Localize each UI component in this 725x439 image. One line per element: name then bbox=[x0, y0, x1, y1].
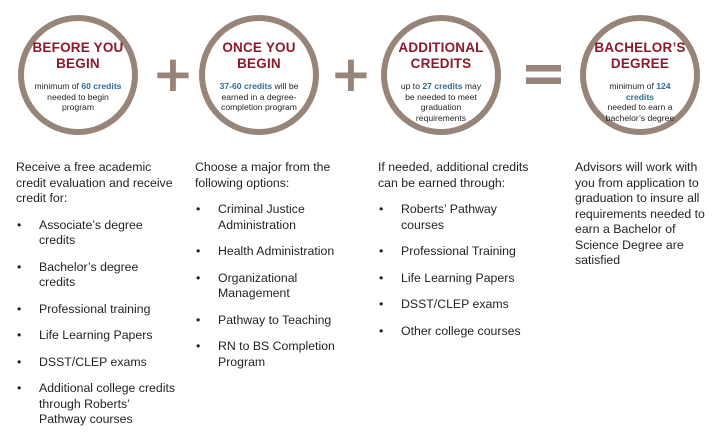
step-description bbox=[205, 81, 313, 113]
step-title-line: BEGIN bbox=[237, 56, 281, 71]
step-circle-bachelors-degree bbox=[580, 15, 700, 135]
list-item-text: Life Learning Papers bbox=[39, 328, 153, 342]
credit-highlight: 27 credits bbox=[422, 81, 463, 91]
list-item bbox=[16, 355, 176, 371]
list-item bbox=[16, 381, 176, 428]
bullet-icon: • bbox=[379, 323, 384, 338]
list-item bbox=[195, 202, 345, 233]
desc-text: up to bbox=[400, 81, 423, 91]
column-intro: Advisors will work with you from application to graduation to insure all requirements needed to earn a Bachelor of Science Degree are satisfied bbox=[575, 160, 705, 267]
bullet-icon: • bbox=[196, 202, 201, 216]
list-item bbox=[16, 218, 176, 249]
desc-text: will be earned in a degree-completion program bbox=[221, 81, 299, 112]
list-item bbox=[16, 260, 176, 291]
bullet-icon: • bbox=[379, 202, 384, 216]
credit-sources-list bbox=[16, 218, 176, 428]
list-item-text: Pathway to Teaching bbox=[218, 312, 332, 327]
column-intro: Receive a free academic credit evaluation and receive credit for: bbox=[16, 160, 173, 205]
list-item bbox=[378, 244, 533, 260]
column-before-you-begin bbox=[16, 160, 176, 439]
bullet-icon: • bbox=[196, 312, 201, 327]
bullet-icon: • bbox=[196, 244, 201, 258]
bullet-icon: • bbox=[17, 328, 22, 342]
step-title-line: BEFORE YOU bbox=[32, 40, 124, 55]
list-item-text: Professional training bbox=[39, 301, 151, 316]
list-item bbox=[195, 271, 345, 302]
list-item-text: RN to BS Completion Program bbox=[218, 339, 335, 369]
list-item bbox=[16, 302, 176, 318]
bullet-icon: • bbox=[379, 244, 384, 258]
desc-text: may be needed to meet graduation requirements bbox=[405, 81, 482, 123]
step-description bbox=[586, 81, 694, 123]
list-item bbox=[378, 271, 533, 287]
step-title-line: BACHELOR’S bbox=[594, 40, 686, 55]
list-item bbox=[195, 313, 345, 329]
step-description bbox=[24, 81, 132, 113]
list-item-text: Other college courses bbox=[401, 323, 521, 338]
list-item-text: Criminal Justice Administration bbox=[218, 202, 305, 232]
step-circle-before-you-begin bbox=[18, 15, 138, 135]
desc-text: needed to earn a bachelor’s degree bbox=[605, 102, 675, 123]
additional-credit-options-list bbox=[378, 202, 533, 339]
bullet-icon: • bbox=[379, 270, 384, 285]
desc-text: minimum of bbox=[34, 81, 82, 91]
list-item bbox=[195, 339, 345, 370]
list-item-text: Life Learning Papers bbox=[401, 270, 515, 285]
step-title-line: ADDITIONAL bbox=[398, 40, 484, 55]
bullet-icon: • bbox=[17, 381, 22, 395]
step-title bbox=[222, 40, 295, 72]
step-title-line: BEGIN bbox=[56, 56, 100, 71]
bullet-icon: • bbox=[17, 259, 22, 274]
step-title-line: ONCE YOU bbox=[222, 40, 296, 55]
list-item-text: Associate’s degree credits bbox=[39, 217, 143, 247]
bullet-icon: • bbox=[196, 339, 201, 353]
step-title bbox=[398, 40, 483, 72]
step-circle-once-you-begin bbox=[199, 15, 319, 135]
column-once-you-begin bbox=[195, 160, 345, 381]
step-circle-additional-credits bbox=[381, 15, 501, 135]
list-item bbox=[378, 202, 533, 233]
plus-operator: + bbox=[330, 45, 372, 103]
list-item-text: DSST/CLEP exams bbox=[401, 297, 509, 311]
credit-highlight: 124 credits bbox=[625, 81, 671, 102]
column-intro: Choose a major from the following options: bbox=[195, 160, 331, 190]
list-item bbox=[16, 328, 176, 344]
bullet-icon: • bbox=[379, 297, 384, 311]
step-title bbox=[32, 40, 123, 72]
bullet-icon: • bbox=[17, 301, 22, 316]
list-item-text: Roberts’ Pathway courses bbox=[401, 202, 497, 232]
bullet-icon: • bbox=[17, 354, 22, 369]
column-bachelors-degree bbox=[575, 160, 717, 280]
credit-highlight: 37-60 credits bbox=[219, 81, 273, 91]
credit-highlight: 60 credits bbox=[81, 81, 122, 91]
bullet-icon: • bbox=[196, 270, 201, 285]
equals-operator: = bbox=[520, 41, 567, 106]
column-additional-credits bbox=[378, 160, 533, 350]
desc-text: minimum of bbox=[609, 81, 657, 91]
majors-list bbox=[195, 202, 345, 370]
list-item-text: Bachelor’s degree credits bbox=[39, 259, 139, 289]
list-item bbox=[378, 324, 533, 340]
list-item bbox=[195, 244, 345, 260]
plus-operator: + bbox=[152, 45, 194, 103]
list-item-text: DSST/CLEP exams bbox=[39, 354, 147, 369]
desc-text: needed to begin program bbox=[47, 91, 109, 112]
list-item-text: Additional college credits through Roberts’ Pathway courses bbox=[39, 381, 176, 426]
step-title bbox=[594, 40, 685, 72]
column-intro: If needed, additional credits can be earned through: bbox=[378, 160, 529, 190]
bullet-icon: • bbox=[17, 217, 22, 232]
list-item-text: Professional Training bbox=[401, 244, 516, 258]
list-item-text: Health Administration bbox=[218, 244, 335, 258]
step-description bbox=[387, 81, 495, 123]
list-item bbox=[378, 297, 533, 313]
list-item-text: Organizational Management bbox=[218, 270, 298, 300]
step-title-line: DEGREE bbox=[610, 56, 670, 71]
step-title-line: CREDITS bbox=[410, 56, 472, 71]
